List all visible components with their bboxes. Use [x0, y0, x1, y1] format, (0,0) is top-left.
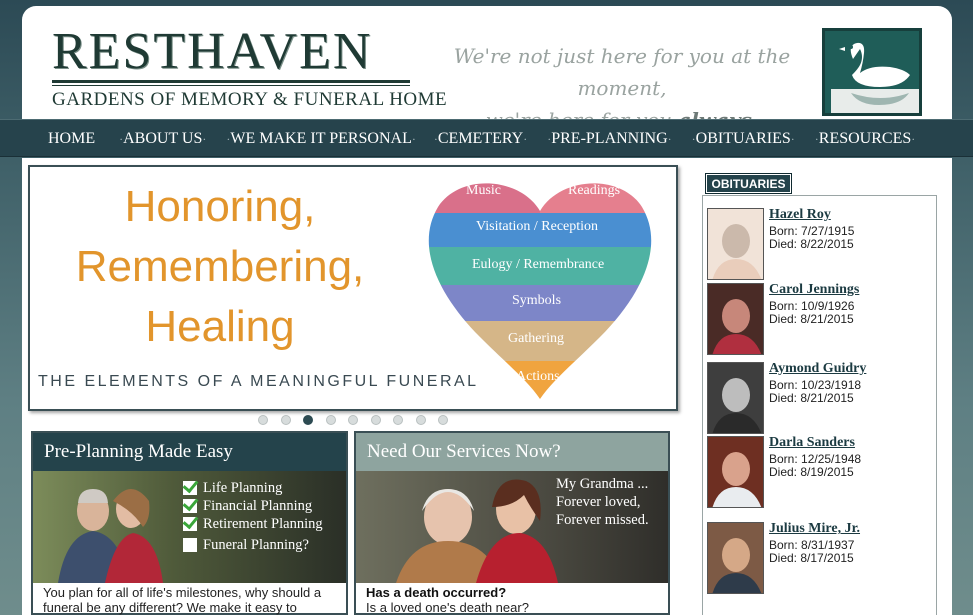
obituary-died: Died: 8/21/2015 [769, 312, 854, 326]
obituaries-tab[interactable]: OBITUARIES [705, 173, 792, 194]
tagline-line1: We're not just here for you at the moment, [453, 44, 791, 100]
empty-checkbox-icon [183, 538, 197, 552]
services-q1-label: Has a death occurred? [366, 585, 507, 600]
obituary-photo[interactable] [707, 362, 764, 434]
checklist-item [183, 497, 323, 515]
quote-line3: Forever missed. [556, 512, 649, 528]
slider-dots [258, 415, 461, 425]
obituary-entry[interactable] [707, 522, 933, 596]
obituary-born: Born: 7/27/1915 [769, 224, 855, 238]
logo-wordmark: RESTHAVEN [52, 23, 373, 80]
heart-label-gathering: Gathering [508, 331, 564, 346]
logo-rule-thin [52, 85, 410, 86]
nav-resources-label: RESOURCES [818, 130, 912, 147]
services-panel[interactable] [354, 431, 670, 615]
planning-checklist [183, 479, 323, 554]
nav-item-about-us[interactable] [119, 130, 206, 148]
nav-separator: · [202, 132, 207, 146]
slider-dot[interactable] [303, 415, 313, 425]
heart-label-actions: Actions [516, 369, 560, 384]
slider-dot[interactable] [393, 415, 403, 425]
obituary-born: Born: 10/9/1926 [769, 299, 855, 313]
slider-dot[interactable] [438, 415, 448, 425]
main-nav [0, 119, 973, 157]
nav-item-home[interactable] [48, 130, 95, 148]
obituary-photo[interactable] [707, 283, 764, 355]
checklist-item-label: Life Planning [203, 480, 283, 496]
checkmark-icon [183, 499, 197, 513]
hero-banner[interactable] [28, 165, 678, 411]
nav-item-cemetery[interactable] [434, 130, 527, 148]
obituary-name-link[interactable]: Carol Jennings [769, 282, 860, 297]
nav-obituaries-label: OBITUARIES [695, 130, 791, 147]
grandma-quote [556, 475, 649, 529]
nav-separator: · [226, 132, 231, 146]
nav-separator: · [911, 132, 916, 146]
obituary-entry[interactable] [707, 362, 933, 436]
banner-line2: Remembering, [75, 242, 365, 291]
nav-item-we-make-it-personal[interactable] [226, 130, 415, 148]
banner-line3: Healing [145, 302, 295, 351]
checklist-item-label: Retirement Planning [203, 516, 323, 532]
obituary-name-link[interactable]: Aymond Guidry [769, 361, 867, 376]
site-logo[interactable] [52, 23, 448, 118]
nav-home-label: HOME [48, 130, 96, 147]
heart-label-music: Music [466, 183, 501, 198]
heart-graphic [420, 177, 660, 408]
heart-label-visitation: Visitation / Reception [476, 219, 599, 234]
obituary-entry[interactable] [707, 283, 933, 357]
checkmark-icon [183, 481, 197, 495]
quote-line1: My Grandma ... [556, 476, 649, 492]
nav-separator: · [433, 132, 438, 146]
site-header [22, 6, 952, 119]
heart-label-readings: Readings [568, 183, 621, 198]
nav-item-obituaries[interactable] [692, 130, 795, 148]
logo-rule [52, 80, 410, 83]
nav-preplanning-label: PRE-PLANNING [551, 130, 668, 147]
obituary-name-link[interactable]: Hazel Roy [769, 207, 831, 222]
nav-separator: · [411, 132, 416, 146]
preplanning-panel[interactable] [31, 431, 348, 615]
nav-separator: · [691, 132, 696, 146]
nav-separator: · [667, 132, 672, 146]
heart-label-eulogy: Eulogy / Remembrance [472, 257, 605, 272]
obituary-name-link[interactable]: Darla Sanders [769, 435, 855, 450]
slider-dot[interactable] [348, 415, 358, 425]
swan-logo-icon[interactable] [822, 28, 922, 116]
slider-dot[interactable] [416, 415, 426, 425]
heart-label-symbols: Symbols [512, 293, 562, 308]
banner-headline [70, 177, 370, 357]
obituary-photo[interactable] [707, 522, 764, 594]
slider-dot[interactable] [371, 415, 381, 425]
main-content [22, 158, 952, 615]
obituary-name-link[interactable]: Julius Mire, Jr. [769, 521, 861, 536]
nav-personal-label: WE MAKE IT PERSONAL [230, 130, 412, 147]
obituary-born: Born: 8/31/1937 [769, 538, 855, 552]
obituary-entry[interactable] [707, 208, 933, 282]
checkmark-icon [183, 517, 197, 531]
services-photo [356, 471, 668, 583]
checklist-item-label: Financial Planning [203, 498, 313, 514]
obituary-died: Died: 8/17/2015 [769, 551, 854, 565]
checklist-item-label: Funeral Planning? [203, 537, 309, 553]
nav-separator: · [523, 132, 528, 146]
nav-separator: · [790, 132, 795, 146]
preplanning-text: You plan for all of life's milestones, why should a funeral be any different? We make it easy to [43, 585, 322, 615]
obituary-photo[interactable] [707, 436, 764, 508]
nav-separator: · [547, 132, 552, 146]
preplanning-photo [33, 471, 346, 583]
obituary-died: Died: 8/19/2015 [769, 465, 854, 479]
obituary-born: Born: 10/23/1918 [769, 378, 862, 392]
nav-item-pre-planning[interactable] [547, 130, 671, 148]
slider-dot[interactable] [326, 415, 336, 425]
services-title: Need Our Services Now? [356, 433, 668, 471]
checklist-item [183, 515, 323, 533]
slider-dot[interactable] [281, 415, 291, 425]
services-question2: Is a loved one's death near? [366, 600, 529, 615]
obituary-died: Died: 8/21/2015 [769, 391, 854, 405]
nav-cemetery-label: CEMETERY [437, 130, 524, 147]
services-text [366, 585, 662, 615]
banner-line1: Honoring, [124, 182, 316, 231]
nav-separator: · [814, 132, 819, 146]
logo-subtitle: GARDENS OF MEMORY & FUNERAL HOME [52, 89, 448, 110]
preplanning-title: Pre-Planning Made Easy [33, 433, 346, 471]
nav-about-label: ABOUT US [123, 130, 203, 147]
obituary-born: Born: 12/25/1948 [769, 452, 862, 466]
checklist-item [183, 536, 323, 554]
slider-dot[interactable] [258, 415, 268, 425]
nav-item-resources[interactable] [815, 130, 915, 148]
services-question1 [366, 585, 662, 600]
nav-separator: · [119, 132, 124, 146]
quote-line2: Forever loved, [556, 494, 641, 510]
checklist-item [183, 479, 323, 497]
obituary-died: Died: 8/22/2015 [769, 237, 854, 251]
obituary-entry[interactable] [707, 436, 933, 510]
obituaries-list [702, 195, 937, 615]
obituary-photo[interactable] [707, 208, 764, 280]
banner-caption: THE ELEMENTS OF A MEANINGFUL FUNERAL [38, 373, 479, 390]
